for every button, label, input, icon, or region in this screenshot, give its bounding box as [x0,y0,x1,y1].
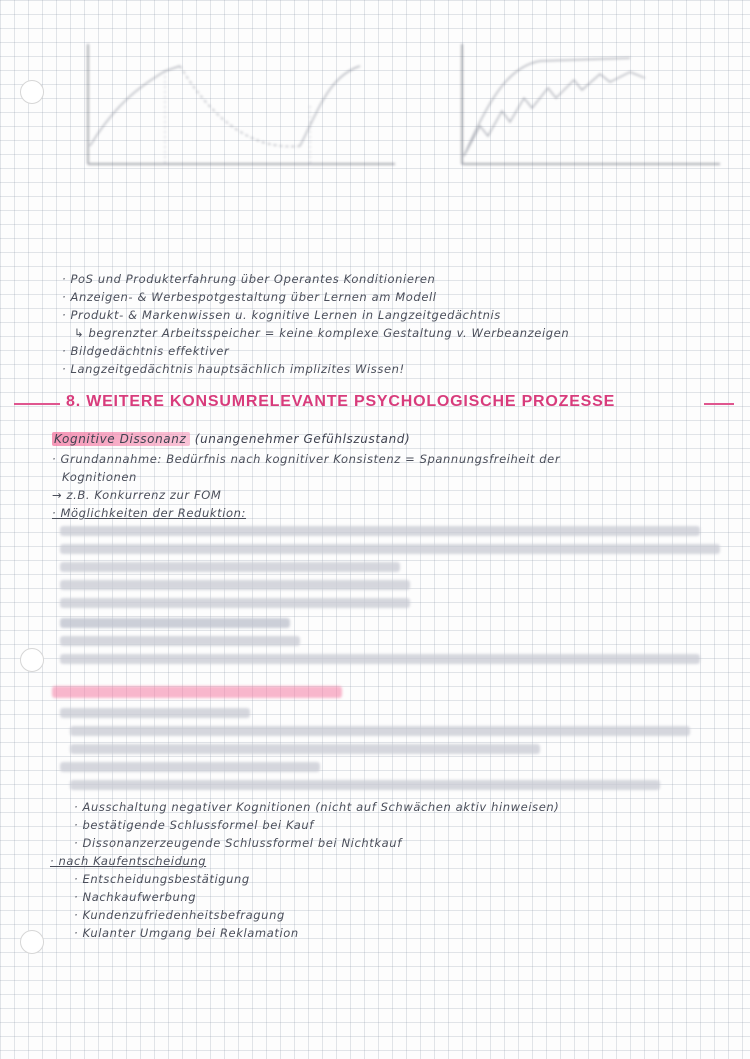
text-line: · Nachkaufwerbung [74,890,197,904]
text-line: · Kundenzufriedenheitsbefragung [74,908,285,922]
title-rule-right [704,403,734,405]
sketch-graph-right [450,36,730,196]
text-line: · Entscheidungsbestätigung [74,872,250,886]
section-title [14,392,734,414]
text-line: ↳ begrenzter Arbeitsspeicher = keine komplexe Gestaltung v. Werbeanzeigen [74,326,570,340]
title-rule-left [14,403,60,405]
text-line: · Ausschaltung negativer Kognitionen (nicht auf Schwächen aktiv hinweisen) [74,800,560,814]
section-title-text: 8. WEITERE KONSUMRELEVANTE PSYCHOLOGISCHE PROZESSE [66,393,616,410]
text-line: → z.B. Konkurrenz zur FOM [52,488,222,502]
text-line: · Produkt- & Markenwissen u. kognitive Lernen in Langzeitgedächtnis [62,308,501,322]
subheading-dissonance: Kognitive Dissonanz (unangenehmer Gefühlszustand) [54,432,411,446]
sketch-graph-left [70,36,410,196]
text-line: · Anzeigen- & Werbespotgestaltung über Lernen am Modell [62,290,437,304]
text-line: · nach Kaufentscheidung [50,854,207,868]
text-line: · Langzeitgedächtnis hauptsächlich implizites Wissen! [62,362,405,376]
text-line: · bestätigende Schlussformel bei Kauf [74,818,314,832]
punch-hole [20,80,44,104]
text-line: · PoS und Produkterfahrung über Operantes Konditionieren [62,272,436,286]
punch-hole [20,648,44,672]
text-line: · Dissonanzerzeugende Schlussformel bei Nichtkauf [74,836,402,850]
text-line: · Bildgedächtnis effektiver [62,344,230,358]
text-line: · Grundannahme: Bedürfnis nach kognitiver Konsistenz = Spannungsfreiheit der [52,452,561,466]
text-line: Kognitionen [62,470,137,484]
text-line: · Möglichkeiten der Reduktion: [52,506,247,520]
text-line: · Kulanter Umgang bei Reklamation [74,926,299,940]
blurred-subheading [54,216,62,230]
punch-hole [20,930,44,954]
blurred-heading [54,24,62,38]
